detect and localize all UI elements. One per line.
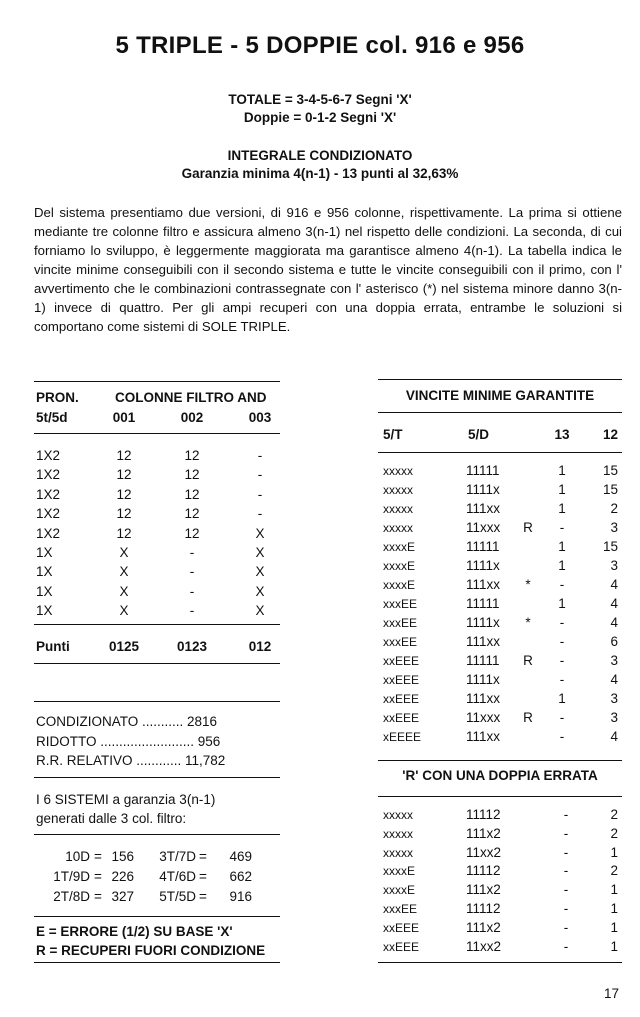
grid-cell: = bbox=[199, 889, 207, 904]
win-12-cell: 1 bbox=[610, 919, 618, 935]
combo-5t-cell: xxxxx bbox=[383, 483, 413, 497]
combo-5d-cell: 11111 bbox=[466, 653, 500, 668]
combo-5d-cell: 111xx bbox=[466, 634, 501, 649]
punti-001: 0125 bbox=[108, 639, 140, 654]
combo-5d-cell: 111xx bbox=[466, 691, 501, 706]
win-13-cell: - bbox=[563, 901, 569, 916]
combo-5t-cell: xxEEE bbox=[383, 920, 420, 935]
pron-cell: 1X2 bbox=[36, 448, 61, 463]
filter-001-cell: 12 bbox=[116, 506, 132, 522]
pron-cell: 1X2 bbox=[36, 525, 61, 541]
win-12-cell: 1 bbox=[610, 938, 618, 954]
win-13-cell: - bbox=[563, 938, 569, 954]
header-5t: 5/T bbox=[383, 427, 403, 442]
combo-5d-cell: 111xx bbox=[466, 729, 501, 744]
filter-002-cell: 12 bbox=[184, 467, 200, 483]
pron-cell: 1X bbox=[36, 583, 53, 599]
left-rule-3 bbox=[34, 777, 280, 778]
win-13-cell: 1 bbox=[558, 691, 566, 706]
grid-cell: = bbox=[199, 869, 207, 884]
filter-003-cell: - bbox=[257, 448, 263, 463]
left-header-rule bbox=[34, 433, 280, 434]
grid-cell: 1T/9D bbox=[53, 869, 90, 884]
combo-5d-cell: 11xxx bbox=[466, 710, 501, 725]
win-12-cell: 2 bbox=[610, 807, 618, 822]
combo-5t-cell: xxxEE bbox=[383, 635, 418, 649]
doppia-errata-title: 'R' CON UNA DOPPIA ERRATA bbox=[402, 768, 598, 783]
win-13-cell: 1 bbox=[558, 539, 566, 554]
combo-5d-cell: 11111 bbox=[466, 539, 500, 554]
win-13-cell: 1 bbox=[558, 596, 566, 611]
filter-002-cell: - bbox=[189, 603, 195, 619]
marker-cell: R bbox=[523, 520, 533, 535]
combo-5t-cell: xxEEE bbox=[383, 711, 420, 725]
combo-5d-cell: 1111x bbox=[466, 672, 500, 687]
intro-paragraph: Del sistema presentiamo due versioni, di 916 e 956 colonne, rispettivamente. La prima si ottiene mediante tre colonne filtro e assicura almeno 3(n-1) nel rispetto delle condizioni. La seconda, di cui forniamo lo sviluppo, è leggermente maggiorata ma garantisce almeno 4(n-1). La tabella indica le vincite minime conseguibili con il secondo sistema e tutte le vincite conseguibili con il primo, con l' avvertimento che le combinazioni contrassegnate con l' asterisco (*) nel sistema minore danno 3(n-1) invece di quattro. Per gli ampi recuperi con una doppia errata, entrambe le soluzioni si comportano come sistemi di SOLE TRIPLE. bbox=[34, 205, 622, 334]
win-13-cell: - bbox=[559, 653, 565, 668]
filter-002-cell: 12 bbox=[184, 448, 200, 463]
right-bottom-rule bbox=[378, 962, 622, 963]
combo-5t-cell: xxxEE bbox=[383, 902, 418, 916]
punti-002: 0123 bbox=[176, 639, 208, 654]
left-rule-5 bbox=[34, 916, 280, 917]
combo-5t-cell: xxxxE bbox=[383, 864, 416, 879]
filter-002-cell: - bbox=[189, 564, 195, 580]
combo-5t-cell: xxEEE bbox=[383, 692, 420, 706]
win-12-cell: 4 bbox=[610, 577, 618, 592]
marker-cell: R bbox=[523, 653, 533, 668]
left-rule-1 bbox=[34, 663, 280, 664]
win-12-cell: 3 bbox=[610, 691, 618, 706]
combo-5t-cell: xxxEE bbox=[383, 616, 418, 630]
grid-cell: 469 bbox=[229, 849, 252, 864]
totale-line: TOTALE = 3-4-5-6-7 Segni 'X' bbox=[228, 92, 412, 107]
grid-cell: 662 bbox=[229, 869, 252, 884]
combo-5t-cell: xxxxx bbox=[383, 502, 413, 516]
filter-001-cell: X bbox=[119, 545, 129, 560]
header-pron: PRON. bbox=[36, 390, 79, 405]
left-bottom-rule bbox=[34, 962, 280, 963]
filter-002-cell: 12 bbox=[184, 525, 200, 541]
grid-cell: 327 bbox=[111, 889, 134, 904]
win-13-cell: - bbox=[559, 710, 565, 725]
grid-cell: 2T/8D bbox=[53, 889, 90, 904]
combo-5t-cell: xxxxE bbox=[383, 559, 416, 573]
win-12-cell: 1 bbox=[610, 901, 618, 916]
combo-5d-cell: 11112 bbox=[466, 863, 501, 879]
doppie-line: Doppie = 0-1-2 Segni 'X' bbox=[243, 110, 397, 125]
combo-5d-cell: 1111x bbox=[466, 558, 500, 573]
filter-003-cell: X bbox=[255, 603, 265, 619]
filter-002-cell: 12 bbox=[184, 506, 200, 522]
right-title-rule bbox=[378, 412, 622, 413]
combo-5d-cell: 11xx2 bbox=[466, 938, 502, 954]
grid-cell: = bbox=[94, 849, 102, 864]
combo-5t-cell: xEEEE bbox=[383, 730, 422, 744]
win-13-cell: 1 bbox=[558, 558, 566, 573]
sistemi-line-1: I 6 SISTEMI a garanzia 3(n-1) bbox=[36, 792, 216, 807]
header-colonne: COLONNE FILTRO AND bbox=[115, 390, 267, 405]
filter-002-cell: - bbox=[189, 545, 195, 560]
win-13-cell: - bbox=[563, 825, 569, 841]
win-12-cell: 1 bbox=[610, 882, 618, 898]
combo-5t-cell: xxEEE bbox=[383, 939, 420, 954]
grid-cell: 5T/5D bbox=[159, 889, 196, 904]
combo-5d-cell: 111xx bbox=[466, 501, 501, 516]
filter-001-cell: 12 bbox=[116, 448, 132, 463]
win-13-cell: 1 bbox=[558, 463, 566, 478]
right-top-rule bbox=[378, 379, 622, 380]
filter-001-cell: 12 bbox=[116, 486, 132, 502]
win-12-cell: 15 bbox=[602, 539, 618, 554]
right-mid-rule-1 bbox=[378, 760, 622, 761]
pron-cell: 1X2 bbox=[36, 506, 61, 522]
combo-5t-cell: xxxxE bbox=[383, 883, 416, 898]
left-rule-4 bbox=[34, 834, 280, 835]
combo-5t-cell: xxxxx bbox=[383, 808, 413, 822]
win-12-cell: 15 bbox=[602, 463, 618, 478]
vincite-title: VINCITE MINIME GARANTITE bbox=[405, 388, 595, 403]
pron-cell: 1X bbox=[36, 564, 53, 580]
grid-cell: 226 bbox=[111, 869, 134, 884]
filter-003-cell: X bbox=[255, 583, 265, 599]
filter-003-cell: - bbox=[257, 506, 263, 522]
combo-5t-cell: xxEEE bbox=[383, 673, 420, 687]
combo-5t-cell: xxxxx bbox=[383, 845, 413, 860]
combo-5t-cell: xxxxx bbox=[383, 826, 413, 841]
rr-line: R.R. RELATIVO ............ 11,782 bbox=[36, 753, 226, 768]
win-12-cell: 6 bbox=[610, 634, 618, 649]
combo-5t-cell: xxxEE bbox=[383, 597, 418, 611]
combo-5d-cell: 11112 bbox=[466, 901, 501, 916]
header-5t5d: 5t/5d bbox=[36, 410, 68, 425]
win-13-cell: - bbox=[559, 615, 565, 630]
combo-5d-cell: 111x2 bbox=[466, 882, 501, 898]
win-12-cell: 4 bbox=[610, 672, 618, 687]
filter-003-cell: - bbox=[257, 486, 263, 502]
win-12-cell: 3 bbox=[610, 653, 618, 668]
win-13-cell: - bbox=[563, 863, 569, 879]
page-title: 5 TRIPLE - 5 DOPPIE col. 916 e 956 bbox=[115, 32, 525, 59]
filter-002-cell: 12 bbox=[184, 486, 200, 502]
win-12-cell: 4 bbox=[610, 615, 618, 630]
win-12-cell: 2 bbox=[610, 825, 618, 841]
combo-5d-cell: 11xx2 bbox=[466, 844, 502, 860]
integrale-heading: INTEGRALE CONDIZIONATO bbox=[227, 148, 413, 163]
right-mid-rule-2 bbox=[378, 796, 622, 797]
win-13-cell: - bbox=[559, 634, 565, 649]
win-13-cell: - bbox=[563, 844, 569, 860]
header-001: 001 bbox=[112, 410, 136, 425]
punti-label: Punti bbox=[36, 639, 70, 654]
filter-003-cell: - bbox=[257, 467, 263, 483]
left-top-rule bbox=[34, 381, 280, 382]
win-12-cell: 15 bbox=[602, 482, 618, 497]
marker-cell: R bbox=[523, 710, 533, 725]
combo-5d-cell: 1111x bbox=[466, 615, 500, 630]
filter-001-cell: X bbox=[119, 583, 129, 599]
note-errore: E = ERRORE (1/2) SU BASE 'X' bbox=[36, 924, 233, 939]
combo-5d-cell: 111x2 bbox=[466, 919, 501, 935]
condizionato-line: CONDIZIONATO ........... 2816 bbox=[36, 714, 218, 729]
pron-cell: 1X2 bbox=[36, 467, 61, 483]
win-13-cell: 1 bbox=[558, 482, 566, 497]
filter-002-cell: - bbox=[189, 583, 195, 599]
win-13-cell: - bbox=[563, 919, 569, 935]
combo-5d-cell: 11111 bbox=[466, 463, 500, 478]
grid-cell: = bbox=[199, 849, 207, 864]
win-12-cell: 4 bbox=[610, 596, 618, 611]
win-13-cell: - bbox=[563, 807, 569, 822]
combo-5d-cell: 111x2 bbox=[466, 825, 501, 841]
combo-5t-cell: xxxxx bbox=[383, 521, 413, 535]
grid-cell: 4T/6D bbox=[159, 869, 196, 884]
pron-cell: 1X2 bbox=[36, 486, 61, 502]
pron-cell: 1X bbox=[36, 545, 53, 560]
garanzia-line: Garanzia minima 4(n-1) - 13 punti al 32,63% bbox=[181, 166, 459, 181]
marker-cell: * bbox=[525, 577, 531, 592]
combo-5d-cell: 1111x bbox=[466, 482, 500, 497]
grid-cell: 916 bbox=[229, 889, 252, 904]
win-13-cell: 1 bbox=[558, 501, 566, 516]
header-12: 12 bbox=[602, 427, 618, 442]
win-13-cell: - bbox=[559, 520, 565, 535]
combo-5d-cell: 11111 bbox=[466, 596, 500, 611]
left-punti-rule bbox=[34, 624, 280, 625]
header-13: 13 bbox=[554, 427, 570, 442]
win-12-cell: 3 bbox=[610, 710, 618, 725]
note-recuperi: R = RECUPERI FUORI CONDIZIONE bbox=[36, 943, 266, 958]
header-002: 002 bbox=[180, 410, 204, 425]
win-13-cell: - bbox=[559, 729, 565, 744]
pron-cell: 1X bbox=[36, 603, 53, 619]
filter-001-cell: 12 bbox=[116, 525, 132, 541]
win-12-cell: 2 bbox=[610, 863, 618, 879]
win-13-cell: - bbox=[559, 577, 565, 592]
header-003: 003 bbox=[248, 410, 272, 425]
win-13-cell: - bbox=[563, 882, 569, 898]
ridotto-line: RIDOTTO ......................... 956 bbox=[36, 734, 221, 749]
win-12-cell: 1 bbox=[610, 844, 618, 860]
grid-cell: = bbox=[94, 889, 102, 904]
right-header-rule bbox=[378, 452, 622, 453]
combo-5t-cell: xxEEE bbox=[383, 654, 420, 668]
grid-cell: = bbox=[94, 869, 102, 884]
combo-5t-cell: xxxxE bbox=[383, 578, 416, 592]
win-13-cell: - bbox=[559, 672, 565, 687]
header-5d: 5/D bbox=[468, 427, 490, 442]
combo-5d-cell: 11112 bbox=[466, 807, 501, 822]
marker-cell: * bbox=[525, 615, 531, 630]
win-12-cell: 3 bbox=[610, 558, 618, 573]
win-12-cell: 3 bbox=[610, 520, 618, 535]
sistemi-line-2: generati dalle 3 col. filtro: bbox=[36, 811, 187, 826]
grid-cell: 3T/7D bbox=[159, 849, 196, 864]
left-rule-2 bbox=[34, 701, 280, 702]
grid-cell: 156 bbox=[111, 849, 134, 864]
combo-5t-cell: xxxxE bbox=[383, 540, 416, 554]
filter-003-cell: X bbox=[255, 525, 265, 541]
filter-003-cell: X bbox=[255, 564, 265, 580]
win-12-cell: 2 bbox=[610, 501, 618, 516]
filter-001-cell: 12 bbox=[116, 467, 132, 483]
combo-5t-cell: xxxxx bbox=[383, 464, 413, 478]
punti-003: 012 bbox=[248, 639, 272, 654]
filter-001-cell: X bbox=[119, 603, 129, 619]
combo-5d-cell: 11xxx bbox=[466, 520, 501, 535]
win-12-cell: 4 bbox=[610, 729, 618, 744]
filter-003-cell: X bbox=[255, 545, 265, 560]
filter-001-cell: X bbox=[119, 564, 129, 580]
grid-cell: 10D bbox=[65, 849, 90, 864]
combo-5d-cell: 111xx bbox=[466, 577, 501, 592]
page-number: 17 bbox=[604, 986, 620, 1001]
